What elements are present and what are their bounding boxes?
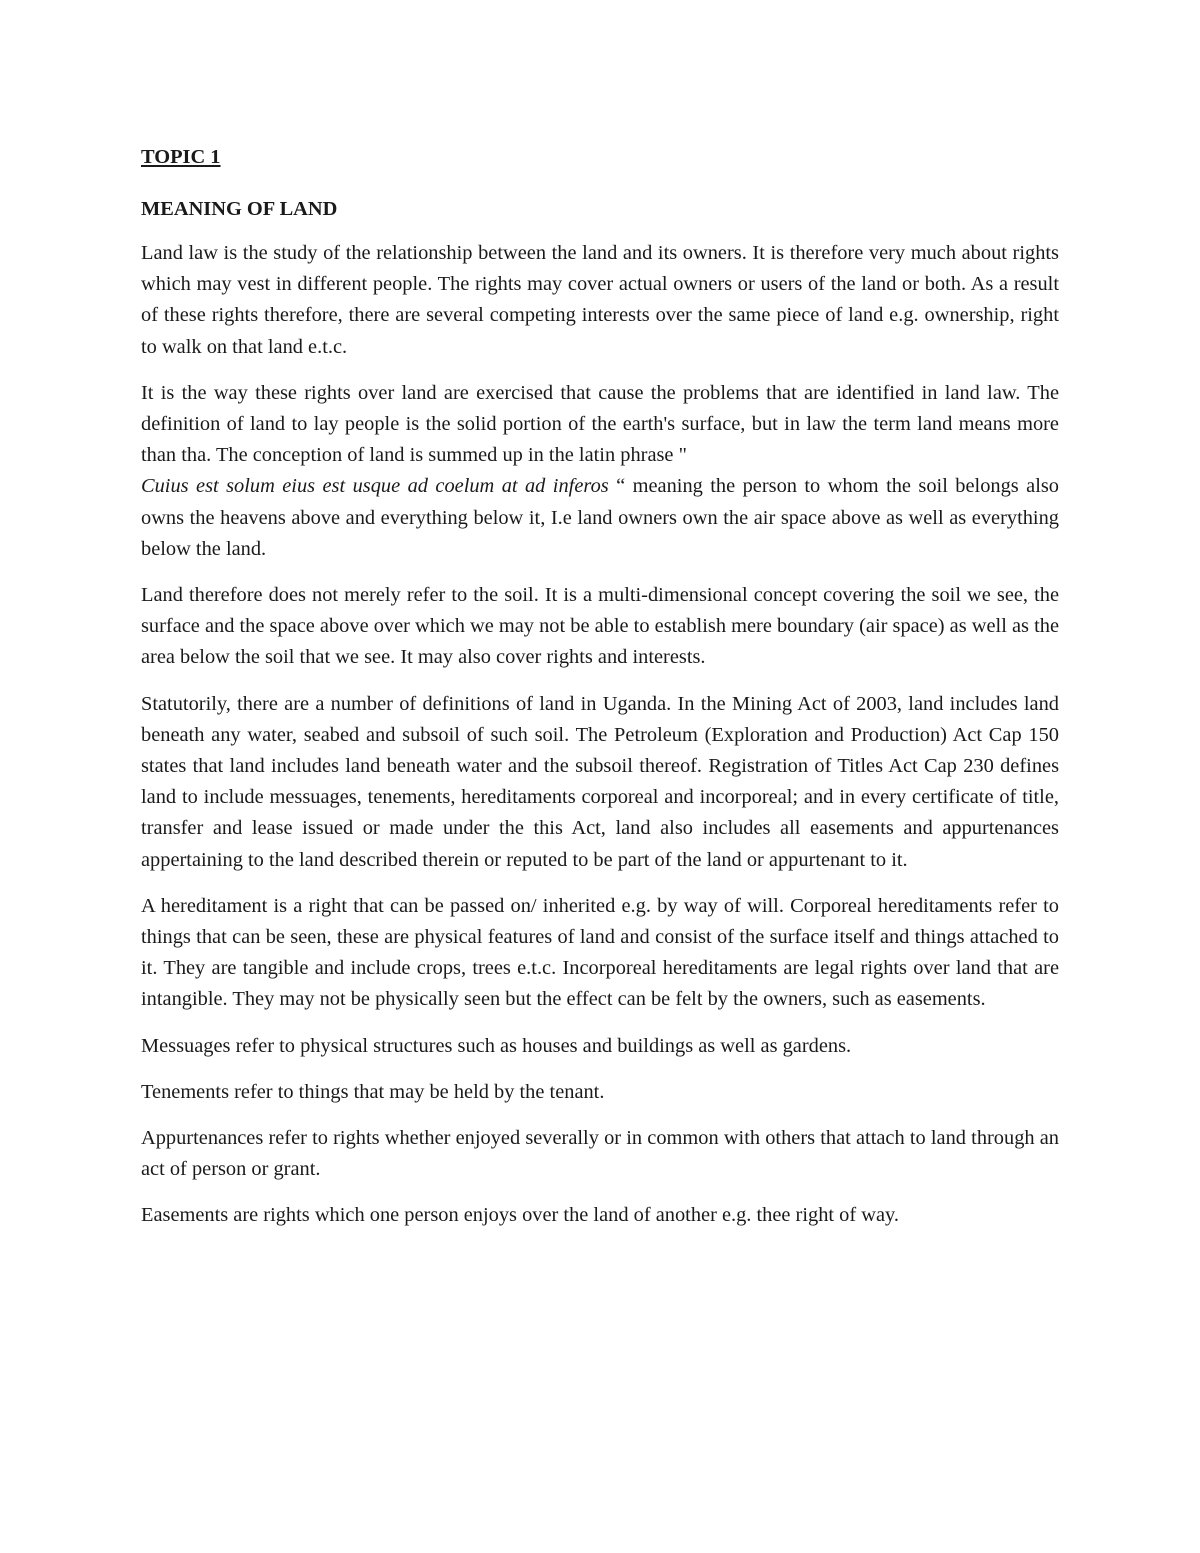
paragraph-tenements: Tenements refer to things that may be held by the tenant. <box>141 1080 605 1103</box>
paragraph-hereditament: A hereditament is a right that can be passed on/ inherited e.g. by way of will. Corporeal hereditaments refer to things that can be seen, these are physical features of land and consist of the surface itself and things attached to it. They are tangible and include crops, trees e.t.c. Incorporeal hereditaments are legal rights over land that are intangible. They may not be physically seen but the effect can be felt by the owners, such as easements. <box>141 894 1059 1011</box>
section-heading: MEANING OF LAND <box>141 198 338 220</box>
paragraph-latin-before: It is the way these rights over land are exercised that cause the problems that are identified in land law. The definition of land to lay people is the solid portion of the earth's surface, but in law the term land means more than tha. The conception of land is summed up in the latin phrase " <box>141 381 1059 467</box>
paragraph-easements: Easements are rights which one person enjoys over the land of another e.g. thee right of way. <box>141 1204 899 1227</box>
paragraph-latin-after: “ meaning the person to whom the soil belongs also owns the heavens above and everything below it, I.e land owners own the air space above as well as everything below the land. <box>141 475 1059 560</box>
paragraph-appurtenances: Appurtenances refer to rights whether enjoyed severally or in common with others that attach to land through an act of person or grant. <box>141 1127 1059 1181</box>
topic-title: TOPIC 1 <box>141 146 221 168</box>
paragraph-messuages: Messuages refer to physical structures such as houses and buildings as well as gardens. <box>141 1034 852 1057</box>
paragraph-statutory-definitions: Statutorily, there are a number of definitions of land in Uganda. In the Mining Act of 2003, land includes land beneath any water, seabed and subsoil of such soil. The Petroleum (Exploration and Production) Act Cap 150 states that land includes land beneath water and the subsoil thereof. Registration of Titles Act Cap 230 defines land to include messuages, tenements, hereditaments corporeal and incorporeal; and in every certificate of title, transfer and lease issued or made under the this Act, land also includes all easements and appurtenances appertaining to the land described therein or reputed to be part of the land or appurtenant to it. <box>141 692 1059 871</box>
paragraph-land-law-definition: Land law is the study of the relationship between the land and its owners. It is therefore very much about rights which may vest in different people. The rights may cover actual owners or users of the land or both. As a result of these rights therefore, there are several competing interests over the same piece of land e.g. ownership, right to walk on that land e.t.c. <box>141 242 1059 358</box>
paragraph-latin-phrase <box>141 378 1059 565</box>
document-page <box>141 140 1059 1247</box>
latin-phrase: Cuius est solum eius est usque ad coelum at ad inferos <box>141 475 609 498</box>
paragraph-multidimensional: Land therefore does not merely refer to the soil. It is a multi-dimensional concept covering the soil we see, the surface and the space above over which we may not be able to establish mere boundary (air space) as well as the area below the soil that we see. It may also cover rights and interests. <box>141 584 1059 669</box>
